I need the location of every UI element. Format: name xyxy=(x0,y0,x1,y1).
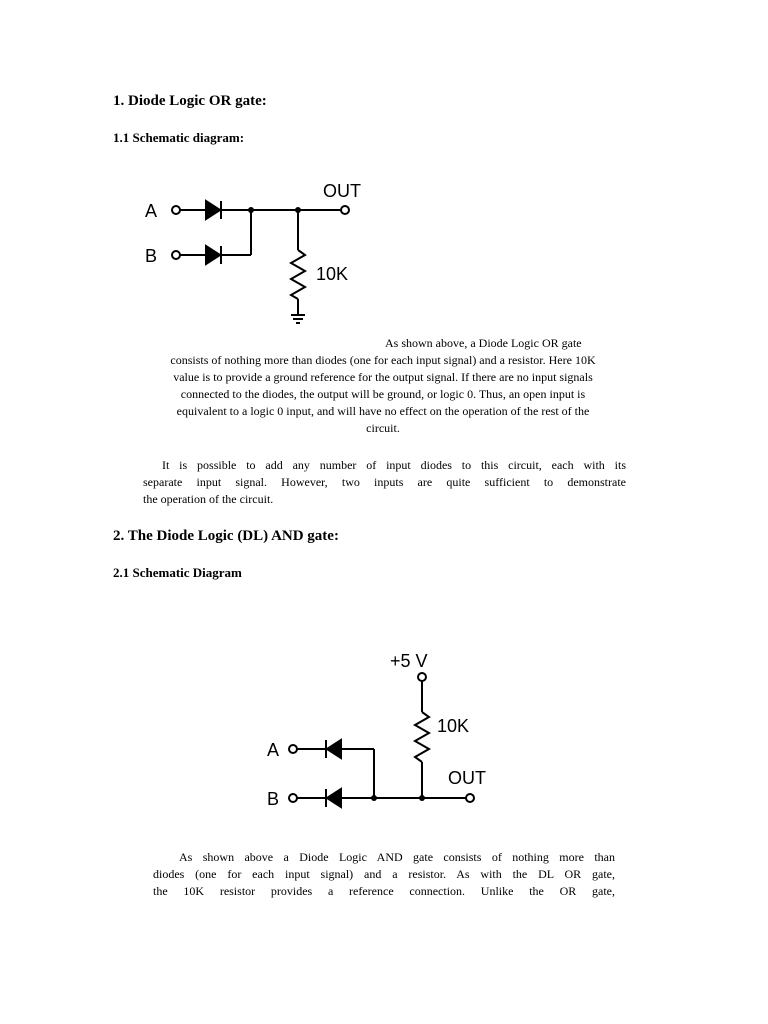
label-b: B xyxy=(267,789,280,809)
ground-icon xyxy=(291,315,305,323)
diode-a-icon xyxy=(206,201,220,219)
section-2-heading: 2. The Diode Logic (DL) AND gate: xyxy=(113,528,339,544)
terminal-b-icon xyxy=(172,251,180,259)
label-out: OUT xyxy=(448,768,486,788)
terminal-out-icon xyxy=(341,206,349,214)
label-a: A xyxy=(145,201,158,221)
diode-b-icon xyxy=(206,246,220,264)
resistor-icon xyxy=(291,250,305,299)
label-10k: 10K xyxy=(437,716,470,736)
terminal-supply-icon xyxy=(418,673,426,681)
section-1-heading: 1. Diode Logic OR gate: xyxy=(113,93,267,109)
or-gate-paragraph-2: It is possible to add any number of input diodes to this circuit, each with its separate input signal. However, two inputs are quite sufficient to demonstrate the operation of the circuit. xyxy=(143,458,626,506)
diode-a-icon xyxy=(327,740,341,758)
terminal-a-icon xyxy=(289,745,297,753)
or-gate-schematic xyxy=(130,175,390,335)
label-supply: +5 V xyxy=(390,651,428,671)
section-1-subheading: 1.1 Schematic diagram: xyxy=(113,130,245,145)
diode-b-icon xyxy=(327,789,341,807)
or-gate-paragraph-1: As shown above, a Diode Logic OR gate consists of nothing more than diodes (one for each input signal) and a resistor. Here 10K value is to provide a ground reference for the output signal. If there are no input signals connected to the diodes, the output will be ground, or logic 0. Thus, an open input is equivalent to a logic 0 input, and will have no effect on the operation of the rest of the circuit. xyxy=(170,336,596,435)
and-gate-paragraph-1: As shown above a Diode Logic AND gate consists of nothing more than diodes (one for each input signal) and a resistor. As with the DL OR gate, the 10K resistor provides a reference connection. Unlike the OR gate, xyxy=(153,850,615,898)
label-10k: 10K xyxy=(316,264,349,284)
terminal-b-icon xyxy=(289,794,297,802)
section-2-subheading: 2.1 Schematic Diagram xyxy=(113,565,242,580)
terminal-out-icon xyxy=(466,794,474,802)
label-a: A xyxy=(267,740,280,760)
resistor-icon xyxy=(415,712,429,762)
and-gate-schematic xyxy=(255,640,515,820)
label-b: B xyxy=(145,246,158,266)
label-out: OUT xyxy=(323,181,361,201)
terminal-a-icon xyxy=(172,206,180,214)
